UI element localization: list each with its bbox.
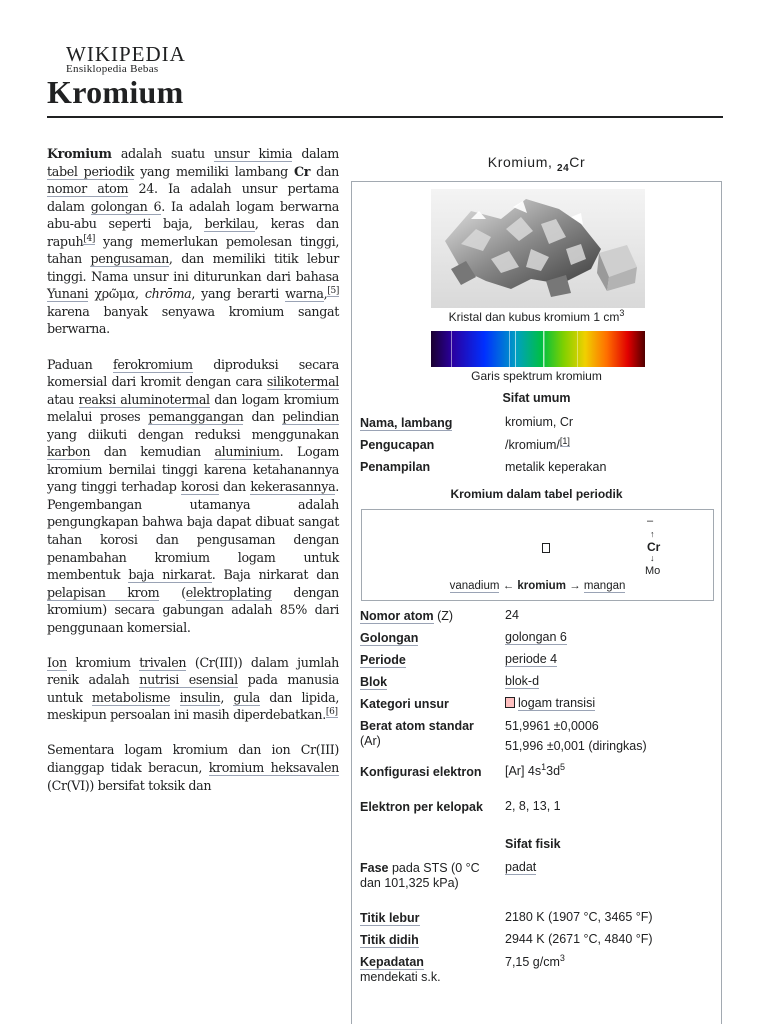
link-kromium-heksavalen[interactable]: kromium heksavalen [208, 760, 339, 775]
text: . Baja nirkarat dan [211, 567, 340, 583]
link-unsur-kimia[interactable]: unsur kimia [213, 146, 293, 161]
text: Sementara logam kromium dan ion Cr(III) dianggap tidak beracun, [47, 742, 339, 775]
value-konfigurasi [505, 761, 717, 779]
infobox-caption [351, 154, 722, 174]
label-link[interactable]: Titik didih [360, 933, 419, 947]
value-berat-atom [505, 719, 717, 754]
label-link[interactable]: Periode [360, 653, 406, 667]
text: 24. Ia adalah unsur pertama dalam [47, 181, 339, 214]
link-nutrisi-esensial[interactable]: nutrisi esensial [139, 672, 238, 688]
text: dalam [292, 146, 339, 161]
link-yunani[interactable]: Yunani [47, 286, 89, 302]
article-paragraph-2 [47, 356, 339, 637]
text: yang memiliki lambang [134, 163, 294, 179]
chromium-crystal-image[interactable] [431, 189, 645, 308]
link-tabel-periodik[interactable]: tabel periodik [47, 163, 135, 179]
reference-6[interactable] [326, 707, 338, 718]
text: , yang berarti [191, 286, 286, 302]
arrow-up-icon: ↑ [650, 529, 655, 539]
value-text: 7,15 g/cm [505, 955, 560, 969]
text: karena banyak senyawa kromium sangat berwarna. [47, 303, 339, 337]
text: dan kemudian [90, 444, 215, 460]
link-korosi[interactable]: korosi [181, 479, 219, 495]
text: kromium [66, 654, 140, 670]
label-nama-lambang[interactable] [360, 416, 500, 431]
atomic-number-sub: 24 [556, 162, 570, 174]
link-pemanggangan[interactable]: pemanggangan [148, 409, 244, 425]
value-nomor-atom: 24 [505, 608, 519, 622]
label-berat-atom [360, 719, 500, 749]
text: dan lipida, meskipun persoalan ini masih diperdebatkan. [47, 689, 340, 723]
arrow-left-text: ← [499, 580, 518, 592]
spectrum-caption: Garis spektrum kromium [471, 369, 602, 383]
text: (Cr(VI)) bersifat toksik dan [47, 777, 212, 793]
label-golongan[interactable] [360, 631, 500, 646]
label-kategori-unsur: Kategori unsur [360, 697, 449, 711]
label-kepadatan [360, 955, 500, 985]
value-link[interactable]: golongan 6 [505, 630, 567, 644]
link-golongan-6[interactable]: golongan 6 [90, 198, 162, 214]
wikipedia-logo-subtitle: Ensiklopedia Bebas [66, 63, 159, 75]
text: pada manusia untuk [47, 672, 339, 705]
italic-term: chrōma [144, 286, 192, 302]
label-penampilan: Penampilan [360, 460, 431, 474]
label-konfigurasi: Konfigurasi elektron [360, 765, 482, 779]
label-link[interactable]: Nama, lambang [360, 416, 453, 430]
link-nomor-atom[interactable]: nomor atom [47, 181, 129, 197]
link-mangan[interactable]: mangan [583, 580, 626, 592]
value-fase[interactable] [505, 860, 717, 875]
text: . Pengembangan utamanya adalah pengungkapan bahwa baja dapat dibuat sangat tahan korosi dan pengusaman dengan penambahan kromium logam untuk membentuk [47, 479, 339, 583]
reference-4[interactable] [83, 234, 95, 245]
periodic-table-placeholder-icon [542, 543, 550, 553]
value-text: 51,9961 ±0,0006 [505, 719, 599, 733]
page-title: Kromium [47, 74, 184, 110]
text: , [220, 689, 234, 705]
reference-link[interactable]: [4] [83, 233, 96, 244]
label-pengucapan: Pengucapan [360, 438, 435, 452]
label-fase [360, 861, 500, 891]
label-elektron-per-kelopak: Elektron per kelopak [360, 800, 483, 814]
bold-term: Kromium [47, 146, 112, 161]
link-trivalen[interactable]: trivalen [139, 654, 187, 670]
link-silikotermal[interactable]: silikotermal [266, 374, 339, 390]
value-sup: 5 [560, 761, 566, 772]
link-metabolisme[interactable]: metabolisme [91, 689, 171, 705]
section-sifat-umum: Sifat umum [502, 391, 571, 405]
article-paragraph-1 [47, 145, 339, 338]
value-link[interactable]: padat [505, 860, 537, 874]
value-link[interactable]: periode 4 [505, 652, 558, 666]
label-link[interactable]: Nomor atom [360, 609, 434, 623]
label-blok[interactable] [360, 675, 500, 690]
caption-text: Kristal dan kubus kromium 1 cm [448, 310, 620, 324]
value-titik-lebur: 2180 K (1907 °C, 3465 °F) [505, 910, 653, 924]
value-blok[interactable] [505, 674, 717, 689]
pt-above: – [647, 515, 654, 527]
section-tabel-periodik[interactable]: Kromium dalam tabel periodik [450, 487, 623, 501]
article-paragraph-3 [47, 654, 339, 724]
section-sifat-fisik: Sifat fisik [505, 837, 561, 851]
value-text-2: 51,996 ±0,001 (diringkas) [505, 739, 647, 753]
text: ( [159, 584, 186, 600]
value-text: 3d [546, 764, 561, 778]
reference-link[interactable]: [1] [559, 435, 570, 446]
text: dan [310, 163, 339, 179]
reference-link[interactable]: [6] [325, 707, 338, 718]
link-karbon[interactable]: karbon [47, 444, 91, 460]
value-text: [Ar] 4s [505, 764, 542, 778]
text: dan logam kromium melalui proses [47, 391, 339, 425]
text: atau [47, 391, 79, 407]
text: yang diikuti dengan reduksi menggunakan [47, 426, 339, 442]
label-nomor-atom[interactable] [360, 609, 500, 624]
text: (Cr(III)) dalam jumlah renik adalah [47, 654, 339, 688]
text: dan [218, 479, 251, 495]
text: , dan memiliki titik lebur tinggi. Nama unsur ini diturunkan dari bahasa [47, 251, 339, 284]
pt-neighbors [361, 580, 714, 592]
link-vanadium[interactable]: vanadium [449, 580, 500, 592]
value-link[interactable]: logam transisi [518, 696, 596, 710]
label-link[interactable]: Kepadatan [360, 955, 424, 969]
value-golongan[interactable] [505, 630, 717, 645]
text: . Ia adalah logam berwarna abu-abu seperti baja, [47, 198, 339, 232]
article-body [47, 145, 339, 812]
pt-symbol: Cr [647, 540, 661, 554]
spectrum-image[interactable] [431, 331, 645, 367]
link-ferokromium[interactable]: ferokromium [112, 356, 193, 372]
link-kekerasannya[interactable]: kekerasannya [250, 479, 336, 495]
label-extra: (Ar) [360, 734, 381, 748]
value-periode[interactable] [505, 652, 717, 667]
text: χρῶμα, [88, 286, 145, 302]
label-text: Berat atom standar [360, 719, 474, 733]
label-titik-didih[interactable] [360, 933, 500, 948]
category-swatch-icon [505, 697, 515, 708]
arrow-right-text: → [565, 580, 584, 592]
value-sup: 3 [559, 952, 565, 963]
text: yang memerlukan pemolesan tinggi, tahan [47, 233, 339, 267]
label-extra: (Z) [433, 609, 454, 623]
bold-symbol: Cr [294, 163, 311, 179]
pt-below[interactable]: Mo [645, 565, 661, 577]
text [170, 690, 179, 705]
text: diproduksi secara komersial dari kromit dengan cara [47, 356, 339, 390]
article-paragraph-4 [47, 741, 339, 794]
link-pelapisan-krom[interactable]: pelapisan krom [47, 584, 160, 600]
value-sup: 1 [541, 761, 547, 772]
arrow-down-icon: ↓ [650, 553, 655, 563]
label-titik-lebur[interactable] [360, 911, 500, 926]
value-elektron-per-kelopak: 2, 8, 13, 1 [505, 799, 561, 813]
link-pengusaman[interactable]: pengusaman [90, 251, 169, 267]
label-link[interactable]: Blok [360, 675, 388, 689]
link-ion[interactable]: Ion [47, 654, 67, 670]
value-kategori-unsur [505, 696, 717, 711]
value-text: /kromium/ [505, 438, 560, 452]
label-periode[interactable] [360, 653, 500, 668]
value-pengucapan [505, 435, 717, 453]
text: Paduan [47, 356, 113, 372]
pt-center: kromium [517, 580, 566, 592]
link-berkilau[interactable]: berkilau [204, 216, 255, 232]
link-warna[interactable]: warna [285, 286, 324, 302]
text: . Logam kromium bernilai tinggi karena ketahanannya yang tinggi terhadap [47, 444, 339, 495]
value-nama-lambang: kromium, Cr [505, 415, 574, 429]
caption-sup: 3 [619, 308, 625, 318]
text: adalah suatu [111, 146, 214, 161]
reference-link[interactable]: [5] [327, 286, 340, 297]
label-link[interactable]: Golongan [360, 631, 419, 645]
link-gula[interactable]: gula [233, 689, 260, 705]
value-kepadatan [505, 952, 717, 970]
label-extra: mendekati s.k. [360, 970, 441, 984]
label-text: Fase [360, 861, 389, 875]
image-caption [351, 310, 722, 324]
link-reaksi-aluminotermal[interactable]: reaksi aluminotermal [78, 391, 210, 407]
caption-text: Kromium, [487, 154, 557, 170]
text: , [323, 286, 328, 302]
text: dan [243, 409, 283, 425]
link-elektroplating[interactable]: elektroplating [185, 584, 272, 600]
label-extra: pada STS (0 °C dan 101,325 kPa) [360, 861, 480, 890]
text: dengan kromium) secara gabungan adalah 85% dari penggunaan komersial. [47, 584, 339, 635]
link-baja-nirkarat[interactable]: baja nirkarat [128, 567, 212, 583]
text: , keras dan rapuh [47, 216, 339, 249]
link-insulin[interactable]: insulin [179, 689, 221, 705]
link-aluminium[interactable]: aluminium [214, 444, 280, 460]
reference-5[interactable] [327, 286, 339, 297]
value-link[interactable]: blok-d [505, 674, 540, 688]
caption-symbol: Cr [569, 154, 586, 170]
wikipedia-logo-title[interactable]: WIKIPEDIA [66, 42, 186, 66]
link-pelindian[interactable]: pelindian [282, 409, 339, 425]
value-penampilan: metalik keperakan [505, 460, 607, 474]
value-titik-didih: 2944 K (2671 °C, 4840 °F) [505, 932, 653, 946]
label-link[interactable]: Titik lebur [360, 911, 420, 925]
title-divider [47, 116, 723, 118]
